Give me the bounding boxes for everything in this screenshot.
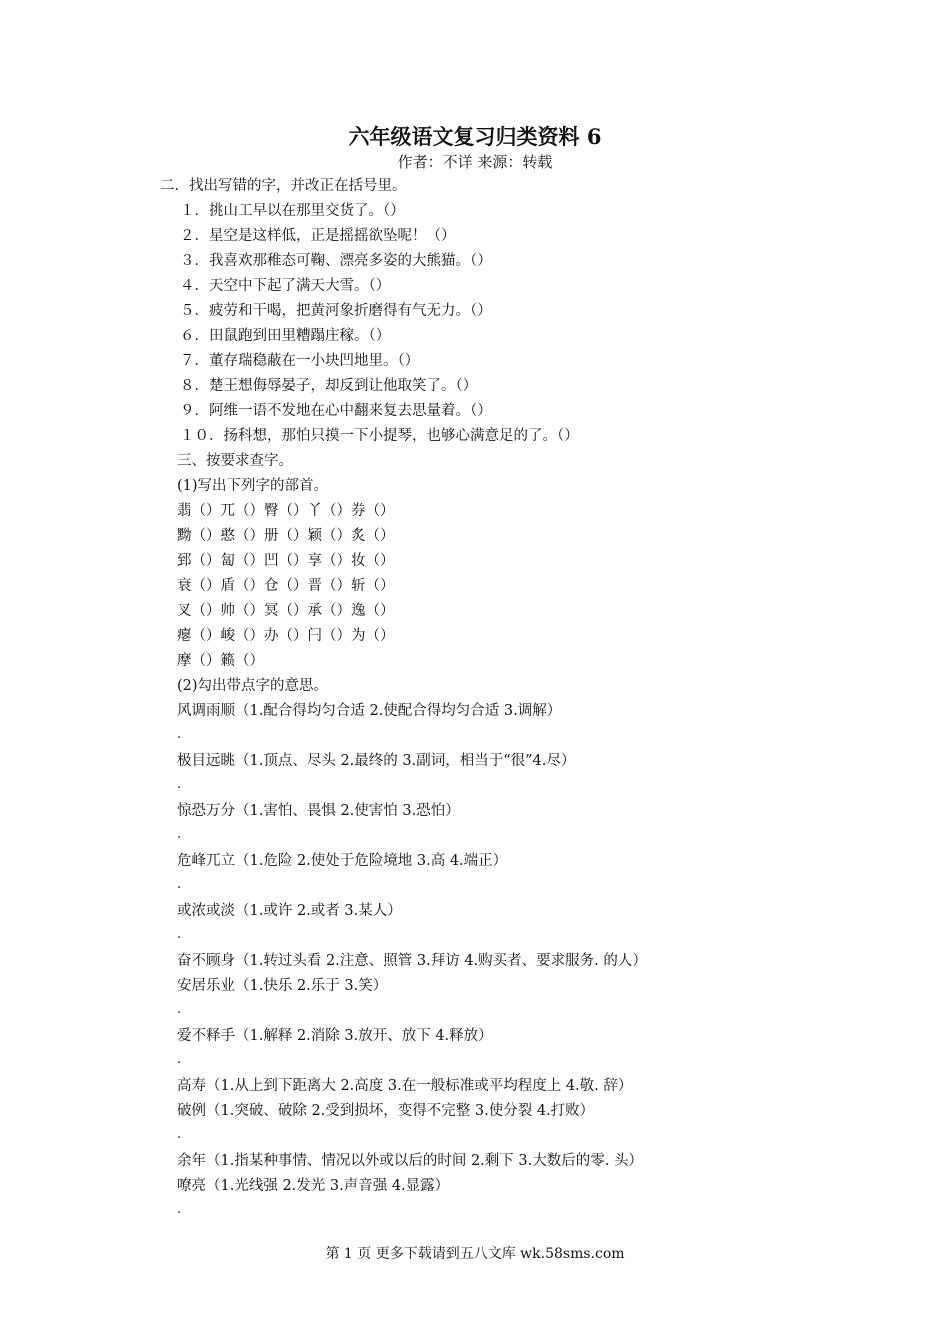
radical-row: 翡（）兀（）臀（）丫（）券（） — [177, 503, 395, 519]
section-2-heading: 二．找出写错的字，并改正在括号里。 — [160, 178, 407, 194]
part-1-heading: (1)写出下列字的部首。 — [177, 478, 329, 494]
emphasis-dot: . — [177, 1127, 182, 1142]
exercise-item: ３．我喜欢那稚态可鞠、漂亮多姿的大熊猫。（） — [180, 253, 492, 269]
meaning-row: 奋不顾身（1.转过头看 2.注意、照管 3.拜访 4.购买者、要求服务. 的人） — [177, 953, 647, 969]
emphasis-dot: . — [177, 1202, 182, 1217]
radical-row: 摩（）籁（） — [177, 653, 264, 669]
meaning-row: 风调雨顺（1.配合得均匀合适 2.使配合得均匀合适 3.调解） — [177, 703, 562, 719]
meaning-row: 或浓或淡（1.或许 2.或者 3.某人） — [177, 903, 402, 919]
exercise-item: １０．扬科想，那怕只摸一下小提琴，也够心满意足的了。（） — [180, 428, 579, 444]
emphasis-dot: . — [177, 827, 182, 842]
document-subtitle: 作者：不详 来源：转载 — [397, 153, 553, 171]
meaning-row: 惊恐万分（1.害怕、畏惧 2.使害怕 3.恐怕） — [177, 803, 460, 819]
emphasis-dot: . — [177, 777, 182, 792]
emphasis-dot: . — [177, 877, 182, 892]
document-title: 六年级语文复习归类资料 6 — [348, 124, 602, 149]
meaning-row: 极目远眺（1.顶点、尽头 2.最终的 3.副词，相当于“很”4.尽） — [177, 753, 576, 769]
meaning-row: 嘹亮（1.光线强 2.发光 3.声音强 4.显露） — [177, 1178, 450, 1194]
radical-row: 黝（）憨（）册（）颖（）炙（） — [177, 528, 395, 544]
document-body — [160, 174, 880, 1224]
emphasis-dot: . — [177, 727, 182, 742]
exercise-item: ６．田鼠跑到田里糟蹋庄稼。（） — [180, 328, 391, 344]
radical-row: 郅（）匐（）凹（）享（）妆（） — [177, 553, 395, 569]
exercise-item: １．挑山工早以在那里交货了。（） — [180, 203, 405, 219]
meaning-row: 安居乐业（1.快乐 2.乐于 3.笑） — [177, 978, 388, 994]
exercise-item: ４．天空中下起了满天大雪。（） — [180, 278, 391, 294]
meaning-row: 破例（1.突破、破除 2.受到损坏，变得不完整 3.使分裂 4.打败） — [177, 1103, 595, 1119]
radical-row: 瘪（）峻（）办（）闩（）为（） — [177, 628, 395, 644]
meaning-row: 高寿（1.从上到下距离大 2.高度 3.在一般标准或平均程度上 4.敬. 辞） — [177, 1078, 633, 1094]
meaning-row: 危峰兀立（1.危险 2.使处于危险境地 3.高 4.端正） — [177, 853, 508, 869]
emphasis-dot: . — [177, 1052, 182, 1067]
exercise-item: ７．董存瑞稳蔽在一小块凹地里。（） — [180, 353, 420, 369]
emphasis-dot: . — [177, 1002, 182, 1017]
radical-row: 衰（）盾（）仓（）晋（）斩（） — [177, 578, 395, 594]
radical-row: 叉（）帅（）冥（）承（）逸（） — [177, 603, 395, 619]
exercise-item: ９．阿维一语不发地在心中翻来复去思量着。（） — [180, 403, 492, 419]
meaning-row: 爱不释手（1.解释 2.消除 3.放开、放下 4.释放） — [177, 1028, 493, 1044]
exercise-item: ５．疲劳和干喝，把黄河象折磨得有气无力。（） — [180, 303, 492, 319]
exercise-item: ８．楚王想侮辱晏子，却反到让他取笑了。（） — [180, 378, 478, 394]
part-2-heading: (2)勾出带点字的意思。 — [177, 678, 329, 694]
emphasis-dot: . — [177, 927, 182, 942]
page-footer: 第 1 页 更多下载请到五八文库 wk.58sms.com — [325, 1246, 625, 1262]
meaning-row: 余年（1.指某种事情、情况以外或以后的时间 2.剩下 3.大数后的零. 头） — [177, 1153, 643, 1169]
section-3-heading: 三、按要求查字。 — [177, 453, 293, 469]
exercise-item: ２．星空是这样低，正是摇摇欲坠呢！（） — [180, 228, 456, 244]
